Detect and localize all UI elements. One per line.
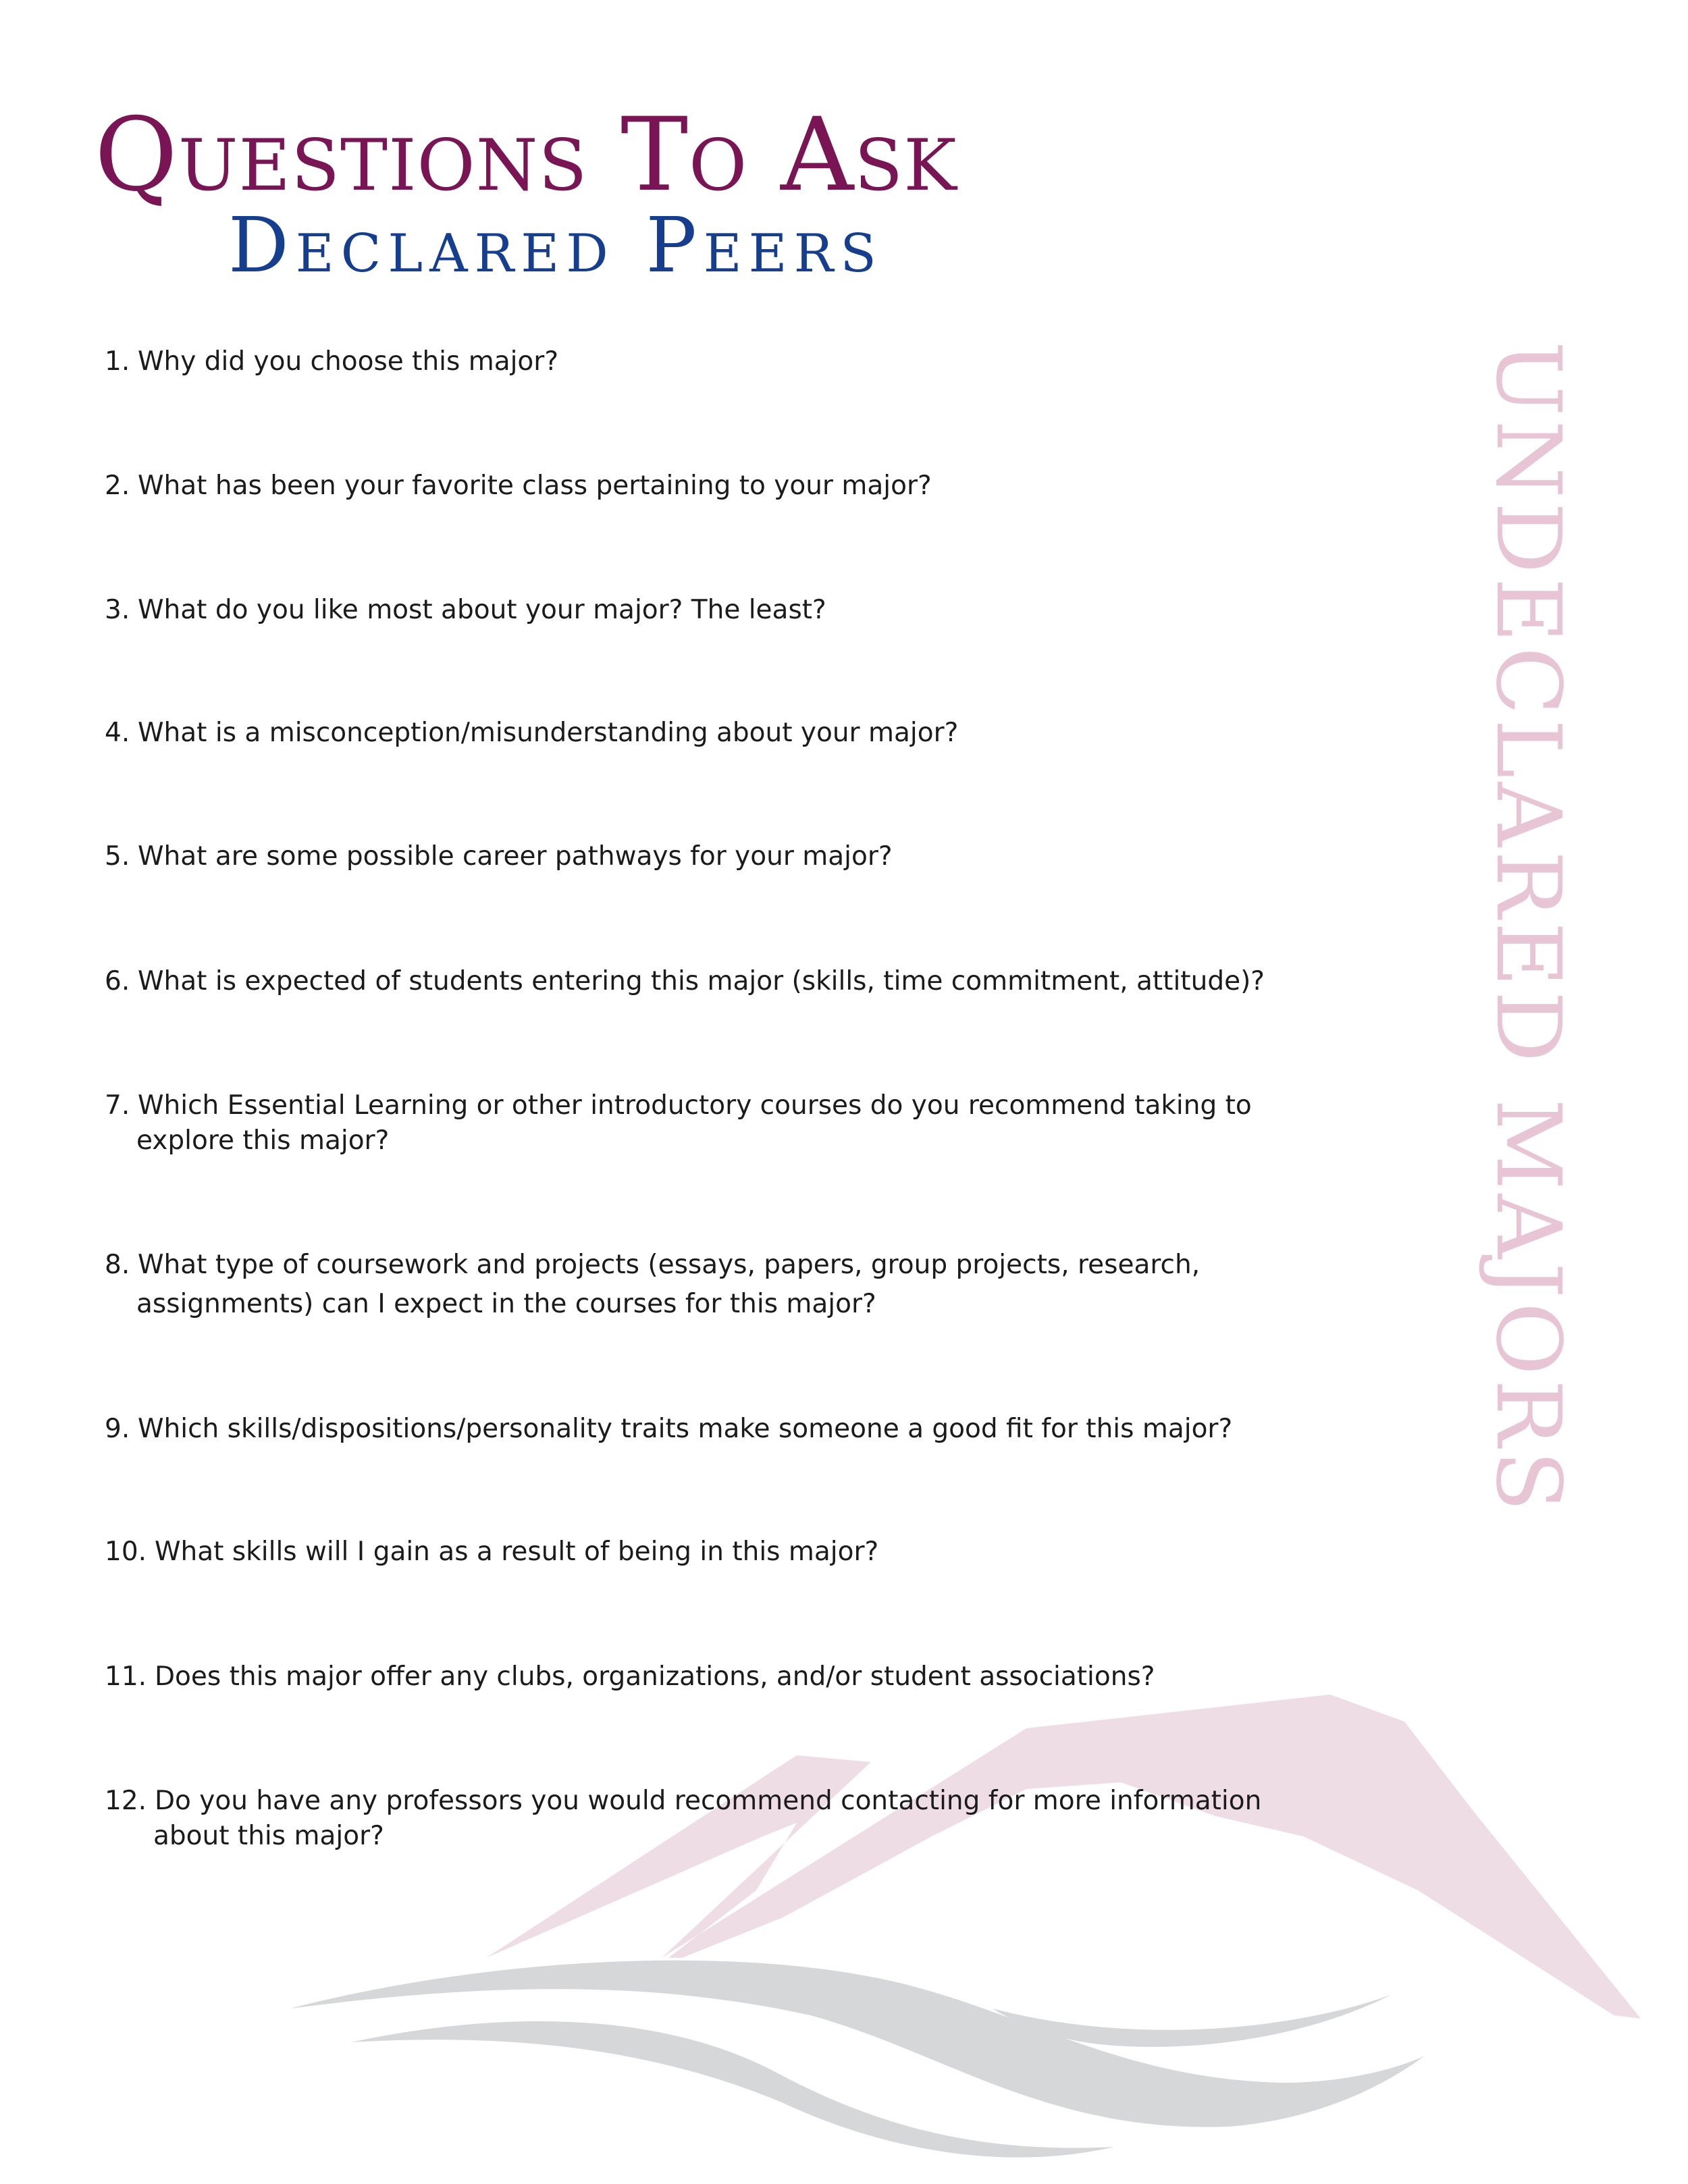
wave-swoosh-top xyxy=(290,1961,1425,2127)
question-number: 1. xyxy=(105,346,130,377)
page-subtitle: Declared Peers xyxy=(228,202,883,290)
question-text: Do you have any professors you would recommend contacting for more information xyxy=(155,1786,1262,1816)
question-number: 6. xyxy=(105,966,130,996)
question-item xyxy=(105,1784,1261,1854)
header xyxy=(95,97,972,290)
question-item xyxy=(105,469,932,504)
question-item xyxy=(105,964,1265,999)
page-title: Questions To Ask xyxy=(95,97,957,214)
question-text: Does this major offer any clubs, organizations, and/or student associations? xyxy=(155,1661,1155,1692)
question-item xyxy=(105,1659,1155,1695)
question-text: Which skills/dispositions/personality traits make someone a good fit for this major? xyxy=(138,1414,1233,1444)
question-text-continued: about this major? xyxy=(153,1821,384,1851)
undeclared-majors-watermark: UNDECLARED MAJORS xyxy=(1476,341,1580,1516)
question-number: 2. xyxy=(105,471,130,501)
question-item xyxy=(105,716,958,751)
question-item xyxy=(105,1088,1252,1158)
question-text-continued: explore this major? xyxy=(136,1125,390,1156)
question-text: What are some possible career pathways for your major? xyxy=(138,841,893,872)
question-item xyxy=(105,593,826,628)
question-number: 10. xyxy=(105,1537,147,1567)
question-item xyxy=(105,344,558,379)
question-text: What is expected of students entering this major (skills, time commitment, attitude)? xyxy=(138,966,1265,996)
question-item xyxy=(105,1535,878,1570)
question-number: 8. xyxy=(105,1250,130,1280)
question-item xyxy=(105,1412,1232,1447)
question-number: 11. xyxy=(105,1661,147,1692)
question-text: Why did you choose this major? xyxy=(138,346,559,377)
question-text: What do you like most about your major? The least? xyxy=(138,595,826,625)
question-number: 9. xyxy=(105,1414,130,1444)
question-item xyxy=(105,1248,1200,1322)
question-number: 5. xyxy=(105,841,130,872)
question-text: What type of coursework and projects (essays, papers, group projects, research, xyxy=(138,1250,1201,1280)
question-text: What skills will I gain as a result of being in this major? xyxy=(155,1537,879,1567)
question-text: What has been your favorite class pertaining to your major? xyxy=(138,471,932,501)
question-number: 3. xyxy=(105,595,130,625)
question-number: 4. xyxy=(105,718,130,748)
question-text: What is a misconception/misunderstanding about your major? xyxy=(138,718,959,748)
question-text: Which Essential Learning or other introductory courses do you recommend taking to xyxy=(138,1090,1252,1121)
question-number: 7. xyxy=(105,1090,130,1121)
question-item xyxy=(105,839,893,874)
question-text-continued: assignments) can I expect in the courses for this major? xyxy=(136,1289,876,1319)
question-number: 12. xyxy=(105,1786,147,1816)
